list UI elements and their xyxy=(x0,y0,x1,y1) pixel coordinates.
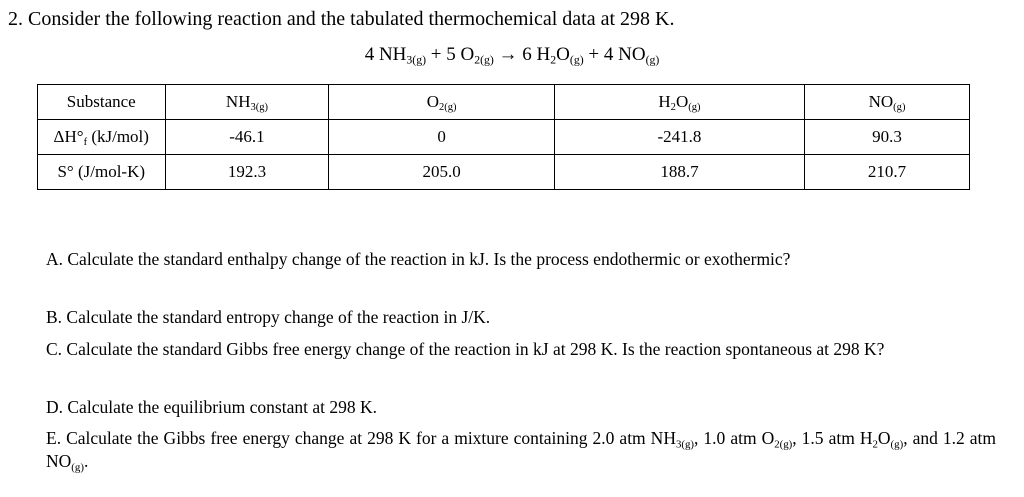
header-h2o: $H_2O_{(g)}$ xyxy=(554,85,804,120)
reaction-text: + 5 O xyxy=(426,44,475,65)
part-b-text: B. Calculate the standard entropy change of the reaction in J/K. xyxy=(46,307,491,327)
table-row-enthalpy xyxy=(38,120,970,155)
thermochemical-data-table xyxy=(37,84,970,190)
reaction-equation xyxy=(0,44,1024,66)
reaction-text: + 4 NO xyxy=(583,44,646,65)
header-no: $NO_{(g)}$ xyxy=(805,85,970,120)
table-cell: 0 xyxy=(329,120,554,155)
table-cell: 192.3 xyxy=(165,155,329,190)
header-nh3: $NH_{3(g)}$ xyxy=(165,85,329,120)
part-a-text: A. Calculate the standard enthalpy change of the reaction in kJ. Is the process endothermic or exothermic? xyxy=(46,249,791,269)
question-title: 2. Consider the following reaction and the tabulated thermochemical data at 298 K. xyxy=(8,8,675,30)
reaction-text: O xyxy=(556,44,570,65)
reaction-subscript: 3(g) xyxy=(406,53,426,67)
reaction-subscript: (g) xyxy=(645,53,660,67)
table-cell: 188.7 xyxy=(554,155,804,190)
table-cell: -241.8 xyxy=(554,120,804,155)
part-e-text: E. Calculate the Gibbs free energy change at 298 K for a mixture containing 2.0 atm $NH_{3(g)}$, 1.0 atm $O_{2(g)}$, 1.5 atm $H_2O_{(g)}$, and 1.2 atm $NO_{(g)}$. xyxy=(46,428,996,474)
table-cell: 210.7 xyxy=(805,155,970,190)
row-label-enthalpy: $\Delta H^\circ_f$ (kJ/mol) xyxy=(38,120,166,155)
part-c-text: C. Calculate the standard Gibbs free energy change of the reaction in kJ at 298 K. Is the reaction spontaneous at 298 K? xyxy=(46,339,885,359)
table-cell: 205.0 xyxy=(329,155,554,190)
part-d-text: D. Calculate the equilibrium constant at 298 K. xyxy=(46,397,377,417)
reaction-subscript: 2 xyxy=(550,53,557,67)
row-label-entropy: S° (J/mol-K) xyxy=(38,155,166,190)
reaction-subscript: (g) xyxy=(569,53,584,67)
header-o2: $O_{2(g)}$ xyxy=(329,85,554,120)
reaction-text: 4 NH xyxy=(364,44,407,65)
table-header-row xyxy=(38,85,970,120)
table-row-entropy xyxy=(38,155,970,190)
header-substance: Substance xyxy=(38,85,166,120)
reaction-text: → 6 H xyxy=(493,44,551,65)
table-cell: 90.3 xyxy=(805,120,970,155)
table-cell: -46.1 xyxy=(165,120,329,155)
reaction-subscript: 2(g) xyxy=(474,53,494,67)
